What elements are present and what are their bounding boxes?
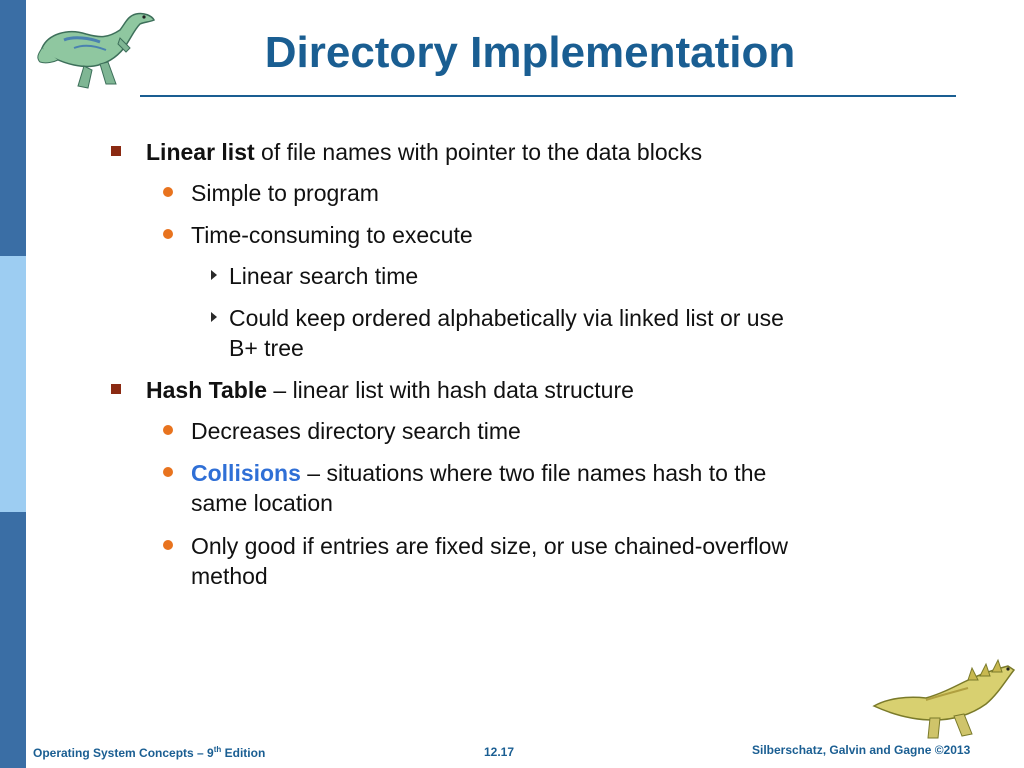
dinosaur-icon: [34, 8, 158, 94]
round-bullet-icon: [163, 425, 173, 435]
bullet-bold-term: Linear list: [146, 139, 255, 165]
arrow-bullet-icon: [211, 312, 217, 322]
slide-title: Directory Implementation: [264, 28, 796, 77]
round-bullet-icon: [163, 187, 173, 197]
sub-bullet-collisions-line1: [191, 458, 766, 488]
bullet-bold-term: Hash Table: [146, 377, 267, 403]
sub-bullet-time-consuming: Time-consuming to execute: [191, 222, 473, 248]
arrow-bullet-icon: [211, 270, 217, 280]
bullet-text: of file names with pointer to the data blocks: [254, 139, 703, 165]
bullet-hash-table: [146, 375, 634, 405]
bullet-linear-list: [146, 137, 702, 167]
sub-sub-bullet-linear-search: Linear search time: [229, 263, 419, 289]
footer-book-title-text: Operating System Concepts – 9: [33, 746, 214, 760]
square-bullet-icon: [111, 384, 121, 394]
footer-book-title-suffix: Edition: [221, 746, 266, 760]
side-bar-segment-bottom: [0, 512, 26, 768]
round-bullet-icon: [163, 540, 173, 550]
footer-slide-number: 12.17: [484, 745, 515, 759]
title-divider: [140, 95, 956, 97]
round-bullet-icon: [163, 467, 173, 477]
sub-bullet-only-good-line2: method: [191, 563, 268, 589]
bullet-text: – linear list with hash data structure: [267, 377, 634, 403]
footer-book-title: [33, 745, 265, 760]
sub-sub-bullet-ordered-line1: Could keep ordered alphabetically via linked list or use: [229, 305, 784, 331]
side-bar: [0, 0, 26, 768]
dinosaur-icon: [868, 658, 1018, 742]
sub-bullet-decreases: Decreases directory search time: [191, 418, 521, 444]
side-bar-segment-top: [0, 0, 26, 256]
footer-copyright: Silberschatz, Galvin and Gagne ©2013: [752, 743, 971, 757]
footer-book-title-sup: th: [213, 745, 222, 754]
sub-bullet-only-good-line1: Only good if entries are fixed size, or use chained-overflow: [191, 533, 789, 559]
square-bullet-icon: [111, 146, 121, 156]
sub-bullet-collisions-line2: same location: [191, 490, 333, 516]
bullet-text: – situations where two file names hash to the: [300, 460, 767, 486]
sub-sub-bullet-ordered-line2: B+ tree: [229, 335, 304, 361]
collisions-term: Collisions: [191, 460, 301, 486]
sub-bullet-simple: Simple to program: [191, 180, 379, 206]
side-bar-segment-middle: [0, 256, 26, 512]
round-bullet-icon: [163, 229, 173, 239]
